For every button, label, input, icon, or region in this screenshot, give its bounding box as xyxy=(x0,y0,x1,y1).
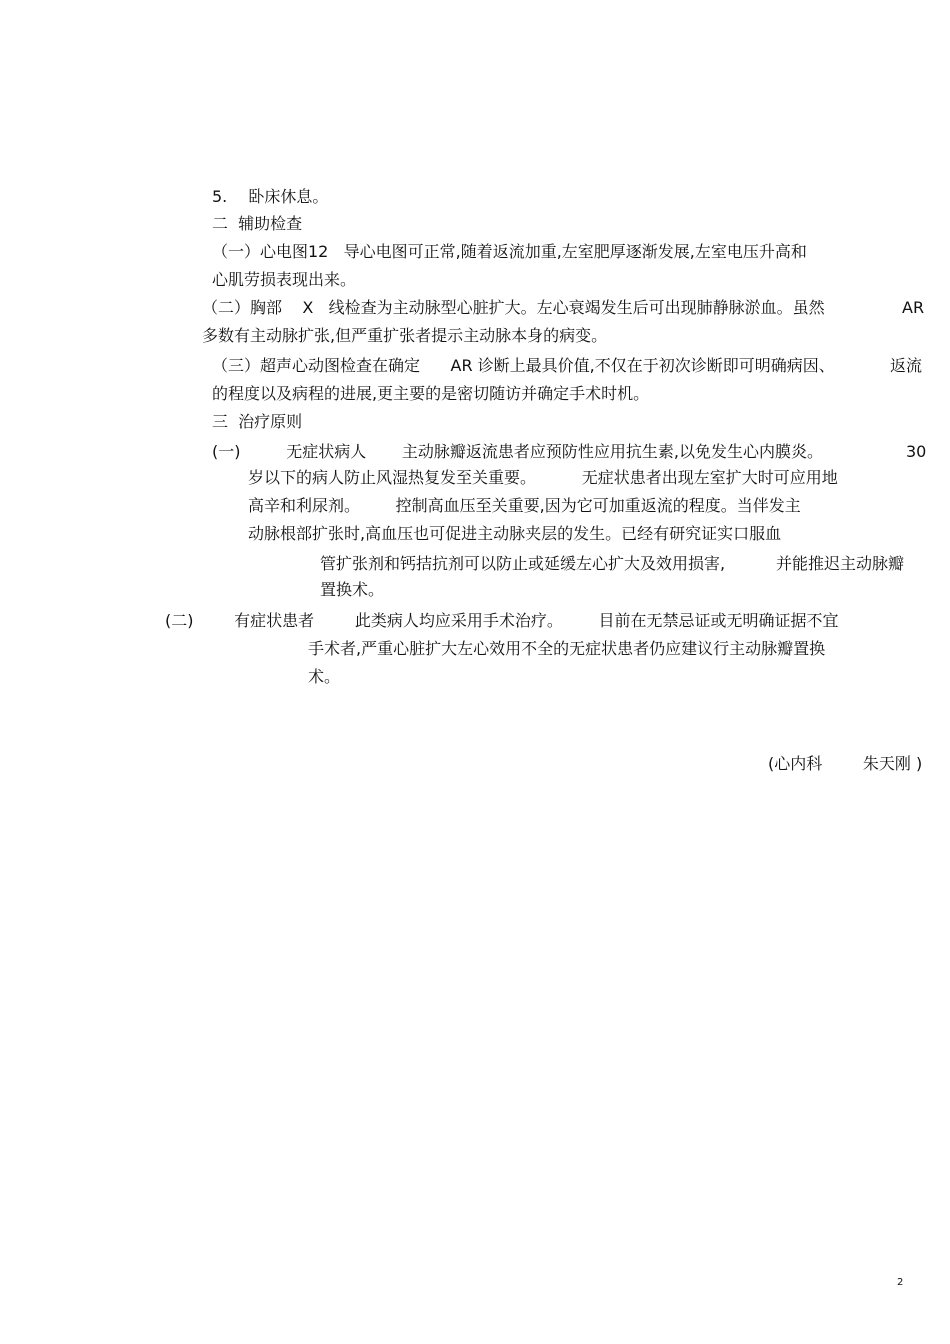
paragraph-symptomatic-line2: 手术者,严重心脏扩大左心效用不全的无症状患者仍应建议行主动脉瓣置换 xyxy=(308,639,826,658)
paragraph-symptomatic-line3: 术。 xyxy=(308,667,341,686)
paragraph-asymptomatic-line4: 动脉根部扩张时,高血压也可促进主动脉夹层的发生。已经有研究证实口服血 xyxy=(248,524,782,543)
paragraph-asymptomatic-line2: 岁以下的病人防止风湿热复发至关重要。 无症状患者出现左室扩大时可应用地 xyxy=(248,468,838,487)
page-number: 2 xyxy=(897,1277,904,1288)
paragraph-ecg-line1: （一）心电图12 导心电图可正常,随着返流加重,左室肥厚逐渐发展,左室电压升高和 xyxy=(212,242,807,261)
paragraph-asymptomatic-line5: 管扩张剂和钙拮抗剂可以防止或延缓左心扩大及效用损害, 并能推迟主动脉瓣 xyxy=(320,554,904,573)
paragraph-echo-line1-end: 返流 xyxy=(890,356,923,375)
author-signature: (心内科 朱天刚 ) xyxy=(768,754,923,773)
paragraph-asymptomatic-line3: 高辛和利尿剂。 控制高血压至关重要,因为它可加重返流的程度。当伴发主 xyxy=(248,496,801,515)
paragraph-ecg-line2: 心肌劳损表现出来。 xyxy=(212,270,357,289)
paragraph-asymptomatic-line6: 置换术。 xyxy=(320,580,385,599)
paragraph-asymptomatic-line1-end: 30 xyxy=(906,442,927,461)
section-heading-treatment: 三 治疗原则 xyxy=(212,412,303,431)
list-item-bed-rest: 5. 卧床休息。 xyxy=(212,187,329,206)
paragraph-xray-line1-end: AR xyxy=(902,298,925,317)
paragraph-asymptomatic-line1: (一) 无症状病人 主动脉瓣返流患者应预防性应用抗生素,以免发生心内膜炎。 xyxy=(212,442,823,461)
paragraph-xray-line2: 多数有主动脉扩张,但严重扩张者提示主动脉本身的病变。 xyxy=(202,326,608,345)
section-heading-auxiliary-exam: 二 辅助检查 xyxy=(212,214,303,233)
paragraph-symptomatic-line1: (二) 有症状患者 此类病人均应采用手术治疗。 目前在无禁忌证或无明确证据不宜 xyxy=(165,611,839,630)
paragraph-xray-line1: （二）胸部 X 线检查为主动脉型心脏扩大。左心衰竭发生后可出现肺静脉淤血。虽然 xyxy=(202,298,825,317)
paragraph-echo-line2: 的程度以及病程的进展,更主要的是密切随访并确定手术时机。 xyxy=(212,384,650,403)
paragraph-echo-line1: （三）超声心动图检查在确定 AR 诊断上最具价值,不仅在于初次诊断即可明确病因、 xyxy=(212,356,835,375)
